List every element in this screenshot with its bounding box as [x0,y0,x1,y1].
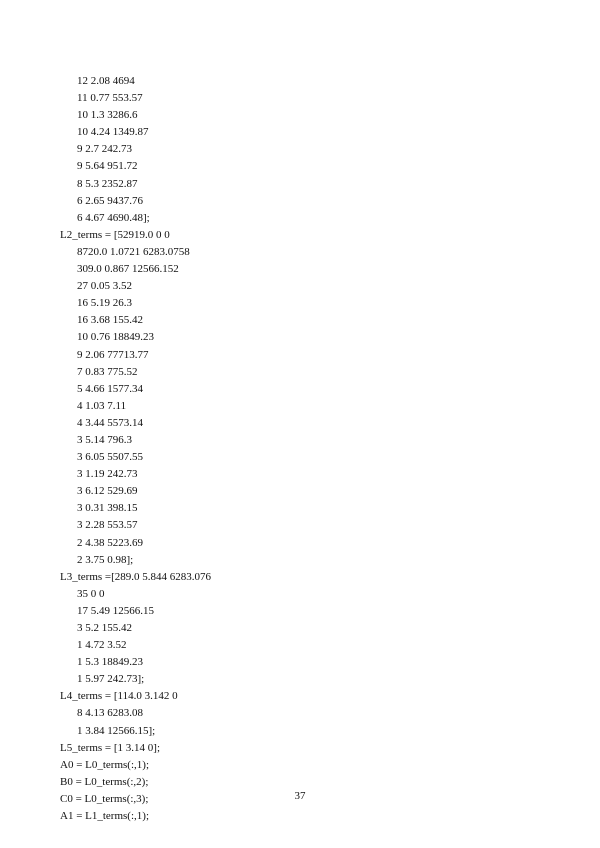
code-line: 8 4.13 6283.08 [77,707,143,720]
code-line: 8 5.3 2352.87 [77,177,138,190]
code-line: 1 3.84 12566.15]; [77,724,156,737]
code-line: 11 0.77 553.57 [77,92,143,105]
code-line: 16 5.19 26.3 [77,297,132,310]
code-line: 3 2.28 553.57 [77,519,138,532]
code-line: 35 0 0 [77,587,105,600]
code-line: 27 0.05 3.52 [77,280,132,293]
code-line: 6 2.65 9437.76 [77,194,143,207]
code-line: 8720.0 1.0721 6283.0758 [77,245,190,258]
code-line: 9 2.7 242.73 [77,143,132,156]
code-line: 1 5.97 242.73]; [77,673,145,686]
code-line: 9 5.64 951.72 [77,160,138,173]
code-line: 2 4.38 5223.69 [77,536,143,549]
code-line: 3 0.31 398.15 [77,502,138,515]
code-line: 10 1.3 3286.6 [77,109,138,122]
code-line: 6 4.67 4690.48]; [77,211,150,224]
code-line: 3 1.19 242.73 [77,468,138,481]
code-line: 309.0 0.867 12566.152 [77,263,179,276]
code-line: 17 5.49 12566.15 [77,604,154,617]
code-line: B0 = L0_terms(:,2); [60,775,149,788]
code-line: 1 5.3 18849.23 [77,656,143,669]
code-line: 3 5.14 796.3 [77,433,132,446]
code-line: 3 6.12 529.69 [77,485,138,498]
code-line: 10 4.24 1349.87 [77,126,149,139]
code-line: 16 3.68 155.42 [77,314,143,327]
code-line: 4 3.44 5573.14 [77,416,143,429]
page-number: 37 [294,790,306,802]
code-line: 3 5.2 155.42 [77,622,132,634]
code-line: 12 2.08 4694 [77,75,135,87]
code-line: A0 = L0_terms(:,1); [60,758,149,771]
code-line: L2_terms = [52919.0 0 0 [60,228,170,241]
code-line: 5 4.66 1577.34 [77,382,143,395]
code-line: 10 0.76 18849.23 [77,331,154,344]
code-line: 7 0.83 775.52 [77,365,138,378]
code-line: 2 3.75 0.98]; [77,553,134,566]
code-line: 3 6.05 5507.55 [77,451,143,464]
code-line: L5_terms = [1 3.14 0]; [60,741,160,754]
code-line: L4_terms = [114.0 3.142 0 [60,690,178,703]
code-line: 9 2.06 77713.77 [77,348,149,361]
code-line: A1 = L1_terms(:,1); [60,810,149,823]
code-line: C0 = L0_terms(:,3); [60,792,149,805]
code-line: 4 1.03 7.11 [77,399,127,412]
code-line: L3_terms =[289.0 5.844 6283.076 [60,570,212,583]
code-line: 1 4.72 3.52 [77,639,127,652]
code-listing [60,73,540,825]
